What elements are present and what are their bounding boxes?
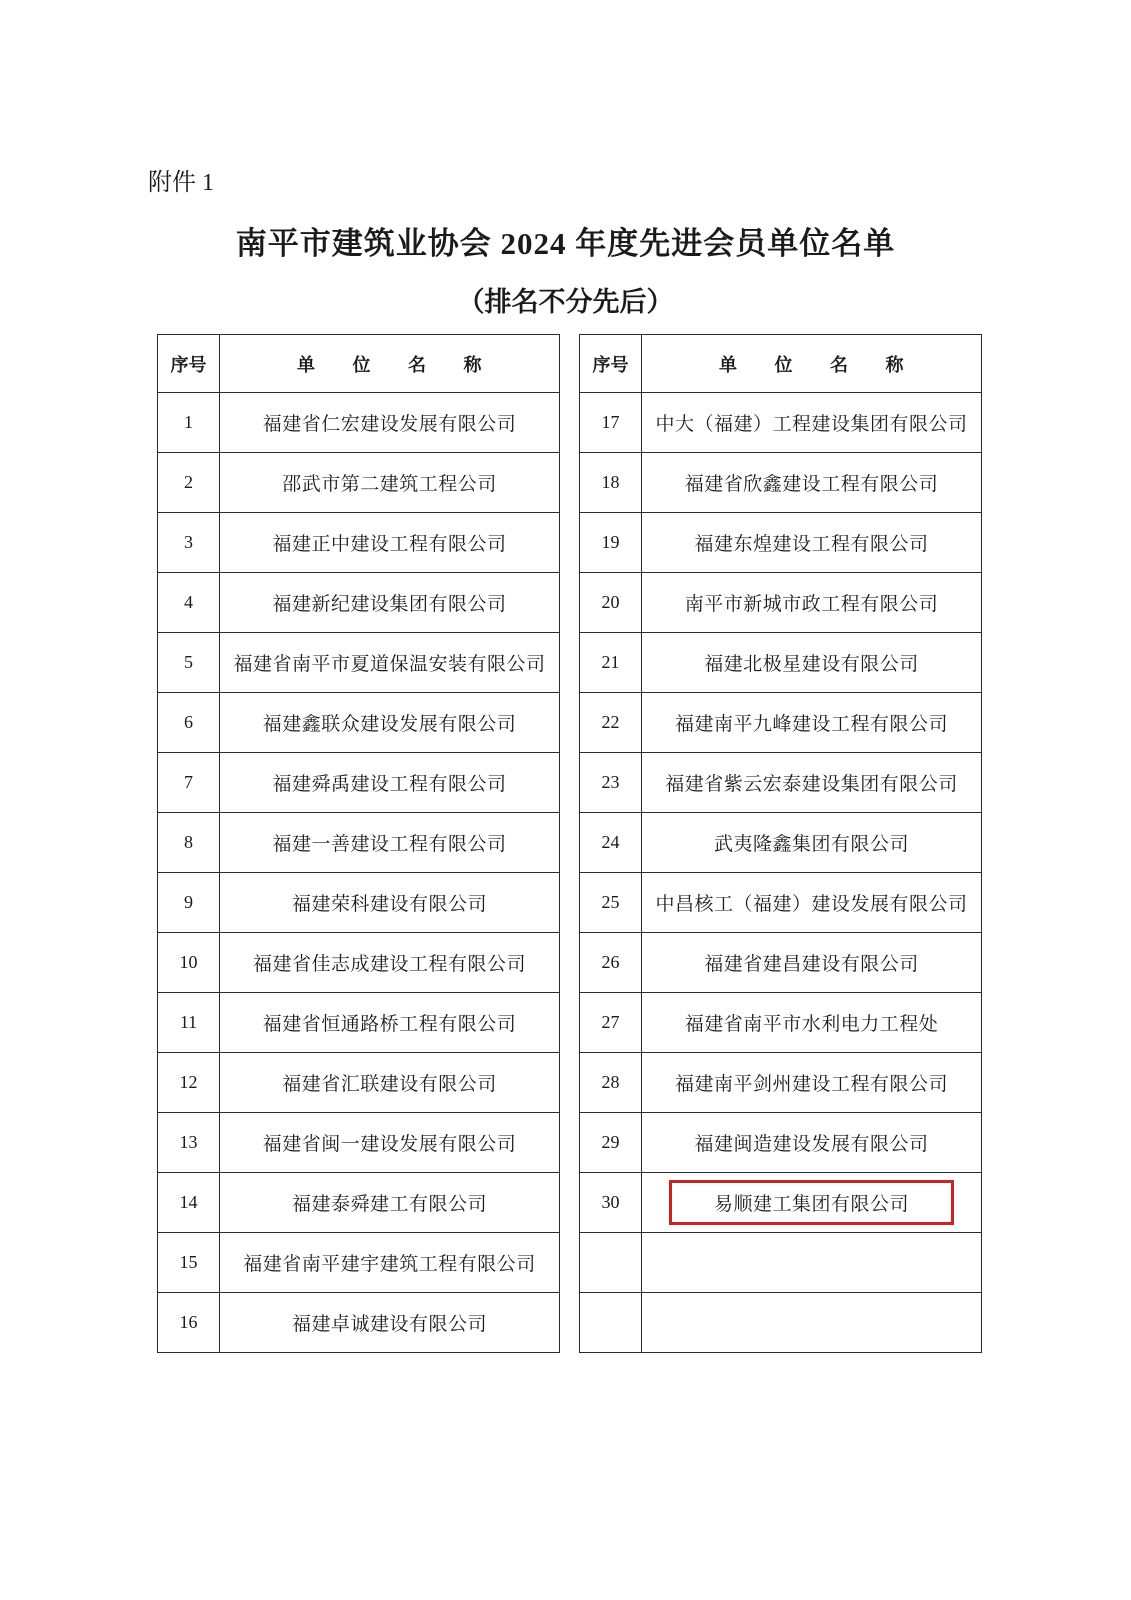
company-name-cell: 福建东煌建设工程有限公司	[642, 513, 982, 573]
company-name-cell: 福建一善建设工程有限公司	[220, 813, 560, 873]
row-number-cell: 16	[158, 1293, 220, 1353]
company-name-cell: 武夷隆鑫集团有限公司	[642, 813, 982, 873]
table-row	[580, 1233, 982, 1293]
table-row	[158, 633, 560, 693]
highlighted-company-name: 易顺建工集团有限公司	[713, 1194, 909, 1215]
company-name-cell: 福建舜禹建设工程有限公司	[220, 753, 560, 813]
row-number-cell: 13	[158, 1113, 220, 1173]
table-row	[580, 693, 982, 753]
company-name-cell: 福建南平剑州建设工程有限公司	[642, 1053, 982, 1113]
header-name: 单 位 名 称	[220, 335, 560, 393]
page-subtitle: （排名不分先后）	[457, 287, 674, 317]
company-name-cell: 邵武市第二建筑工程公司	[220, 453, 560, 513]
company-name-cell: 南平市新城市政工程有限公司	[642, 573, 982, 633]
table-row	[158, 933, 560, 993]
table-row	[158, 393, 560, 453]
table-row	[158, 1053, 560, 1113]
table-row	[580, 993, 982, 1053]
row-number-cell: 14	[158, 1173, 220, 1233]
row-number-cell: 20	[580, 573, 642, 633]
company-name-cell: 福建省欣鑫建设工程有限公司	[642, 453, 982, 513]
table-row	[158, 1113, 560, 1173]
company-name-cell: 福建省佳志成建设工程有限公司	[220, 933, 560, 993]
company-name-cell: 中昌核工（福建）建设发展有限公司	[642, 873, 982, 933]
company-name-cell: 福建泰舜建工有限公司	[220, 1173, 560, 1233]
table-row	[580, 453, 982, 513]
table-row	[580, 633, 982, 693]
company-name-cell: 福建省仁宏建设发展有限公司	[220, 393, 560, 453]
table-row	[580, 1053, 982, 1113]
row-number-cell: 10	[158, 933, 220, 993]
highlight-box	[669, 1180, 954, 1225]
row-number-cell: 28	[580, 1053, 642, 1113]
company-name-cell: 福建省闽一建设发展有限公司	[220, 1113, 560, 1173]
row-number-cell: 21	[580, 633, 642, 693]
table-row	[580, 1173, 982, 1233]
row-number-cell: 12	[158, 1053, 220, 1113]
table-row	[158, 873, 560, 933]
table-row	[580, 1113, 982, 1173]
row-number-cell	[580, 1233, 642, 1293]
header-name: 单 位 名 称	[642, 335, 982, 393]
table-row	[580, 753, 982, 813]
company-name-cell: 福建省南平市夏道保温安装有限公司	[220, 633, 560, 693]
company-name-cell	[642, 1293, 982, 1353]
row-number-cell: 15	[158, 1233, 220, 1293]
page-title: 南平市建筑业协会 2024 年度先进会员单位名单	[235, 226, 896, 261]
company-name-cell: 福建省南平建宇建筑工程有限公司	[220, 1233, 560, 1293]
row-number-cell: 18	[580, 453, 642, 513]
table-row	[158, 513, 560, 573]
header-no: 序号	[580, 335, 642, 393]
table-row	[158, 693, 560, 753]
row-number-cell: 22	[580, 693, 642, 753]
row-number-cell	[580, 1293, 642, 1353]
table-row	[580, 393, 982, 453]
table-header-row	[158, 335, 560, 393]
table-row	[158, 453, 560, 513]
company-name-cell: 福建省汇联建设有限公司	[220, 1053, 560, 1113]
company-name-cell: 福建鑫联众建设发展有限公司	[220, 693, 560, 753]
company-name-cell: 福建省南平市水利电力工程处	[642, 993, 982, 1053]
company-name-cell: 福建卓诚建设有限公司	[220, 1293, 560, 1353]
table-row	[158, 573, 560, 633]
table-row	[580, 1293, 982, 1353]
row-number-cell: 26	[580, 933, 642, 993]
company-name-cell	[642, 1173, 982, 1233]
row-number-cell: 9	[158, 873, 220, 933]
table-row	[158, 1233, 560, 1293]
table-row	[580, 813, 982, 873]
header-no: 序号	[158, 335, 220, 393]
table-row	[158, 1173, 560, 1233]
row-number-cell: 1	[158, 393, 220, 453]
right-table	[579, 334, 982, 1353]
company-name-cell: 福建省建昌建设有限公司	[642, 933, 982, 993]
table-header-row	[580, 335, 982, 393]
row-number-cell: 29	[580, 1113, 642, 1173]
company-name-cell: 中大（福建）工程建设集团有限公司	[642, 393, 982, 453]
company-name-cell: 福建新纪建设集团有限公司	[220, 573, 560, 633]
company-name-cell: 福建闽造建设发展有限公司	[642, 1113, 982, 1173]
row-number-cell: 24	[580, 813, 642, 873]
left-table	[157, 334, 560, 1353]
row-number-cell: 5	[158, 633, 220, 693]
table-row	[580, 513, 982, 573]
table-row	[158, 753, 560, 813]
table-row	[580, 573, 982, 633]
table-row	[158, 813, 560, 873]
attachment-label: 附件 1	[148, 170, 214, 196]
table-row	[158, 1293, 560, 1353]
table-row	[580, 873, 982, 933]
row-number-cell: 8	[158, 813, 220, 873]
row-number-cell: 7	[158, 753, 220, 813]
table-row	[158, 993, 560, 1053]
company-name-cell: 福建南平九峰建设工程有限公司	[642, 693, 982, 753]
table-row	[580, 933, 982, 993]
row-number-cell: 3	[158, 513, 220, 573]
roster-tables	[157, 334, 982, 1353]
row-number-cell: 4	[158, 573, 220, 633]
company-name-cell: 福建省恒通路桥工程有限公司	[220, 993, 560, 1053]
row-number-cell: 11	[158, 993, 220, 1053]
row-number-cell: 17	[580, 393, 642, 453]
row-number-cell: 23	[580, 753, 642, 813]
company-name-cell: 福建正中建设工程有限公司	[220, 513, 560, 573]
company-name-cell: 福建省紫云宏泰建设集团有限公司	[642, 753, 982, 813]
row-number-cell: 25	[580, 873, 642, 933]
company-name-cell	[642, 1233, 982, 1293]
company-name-cell: 福建北极星建设有限公司	[642, 633, 982, 693]
row-number-cell: 6	[158, 693, 220, 753]
company-name-cell: 福建荣科建设有限公司	[220, 873, 560, 933]
row-number-cell: 27	[580, 993, 642, 1053]
row-number-cell: 30	[580, 1173, 642, 1233]
row-number-cell: 2	[158, 453, 220, 513]
row-number-cell: 19	[580, 513, 642, 573]
